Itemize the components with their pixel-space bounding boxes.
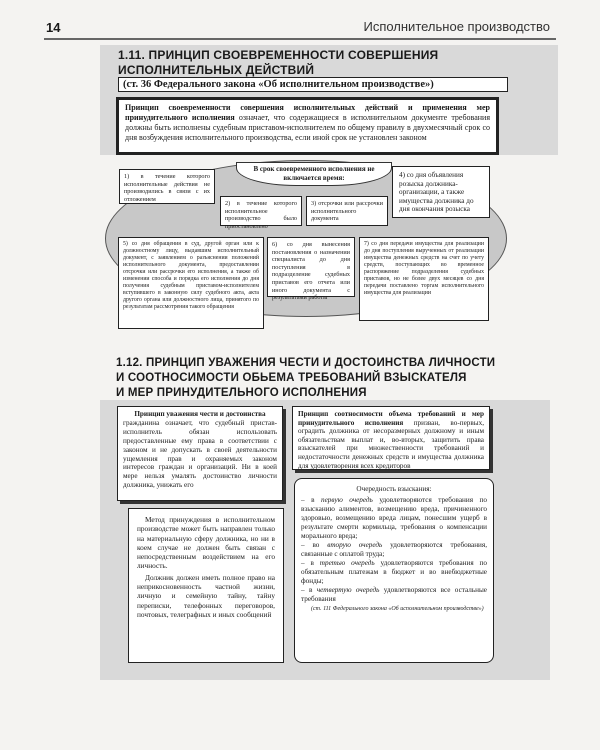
item-5: 5) со дня обращения в суд, другой орган или к должностному лицу, выдавшим исполнительный документ, с заявлением о разъяснении положений исполнительного документа, предоставлении отсрочки или рассрочки его исполнения, а также об изменении способа и порядка его исполнения до дня получения судебным приставом-исполнителем вступившего в законную силу судебного акта, акта другого органа или должностного лица, принятого по результатам рассмотрения такого обращения — [118, 237, 264, 329]
honor-principle-box — [117, 406, 283, 501]
collection-order-source: (ст. 111 Федерального закона «Об исполнительном производстве») — [311, 606, 484, 612]
proportionality-principle-text: призван, во-первых, оградить должника от несоразмерных должному и иным обязательствам выплат и, во-вторых, защитить права взыскателей при множественности требований и недостаточности денежных средств и имущества должника для удовлетворения всех кредиторов — [298, 418, 484, 470]
order-item-4-post: удовлетворяются все остальные требования — [301, 586, 487, 603]
section2-title-line2: И СООТНОСИМОСТИ ОБЬЕМА ТРЕБОВАНИЙ ВЗЫСКАТЕЛЯ — [116, 372, 467, 384]
running-title: Исполнительное производство — [363, 19, 550, 34]
coercion-method-p1: Метод принуждения в исполнительном производстве может быть направлен только на материальную сферу должника, но ни в коем случае не должен быть связан с непосредственным воздействием на его личность. — [137, 515, 275, 571]
proportionality-principle-header: Принцип соотносимости объема требований и мер принудительного исполнения — [298, 410, 484, 427]
order-item-2-pre: – во — [301, 541, 328, 549]
coercion-method-p2: Должник должен иметь полное право на неприкосновенность частной жизни, личную и семейную тайну, тайну переписки, телефонных переговоров, почтовых, телеграфных и иных сообщений — [137, 572, 275, 619]
collection-order-box — [294, 478, 494, 663]
diagram-banner: В срок своевременного исполнения не включается время: — [236, 162, 392, 186]
header-rule — [44, 38, 556, 40]
section2-title-line3: И МЕР ПРИНУДИТЕЛЬНОГО ИСПОЛНЕНИЯ — [116, 387, 367, 399]
order-item-3-pre: – в — [301, 559, 320, 567]
section1-title — [118, 48, 538, 78]
order-item-3-em: третью очередь — [319, 559, 375, 567]
item-2: 2) в течение которого исполнительное производство было приостановлено — [220, 196, 302, 226]
section1-title-line2: ИСПОЛНИТЕЛЬНЫХ ДЕЙСТВИЙ — [118, 63, 315, 77]
section2-title-line1: 1.12. ПРИНЦИП УВАЖЕНИЯ ЧЕСТИ И ДОСТОИНСТВА ЛИЧНОСТИ — [116, 357, 496, 369]
item-7: 7) со дня передачи имущества для реализации до дня поступления вырученных от реализации имущества денежных средств на счет по учету средств, поступающих во временное распоряжение подразделения судебных приставов, но не более двух месяцев со дня передачи поставлено торгам исполнительного имущества для реализации — [359, 237, 489, 321]
coercion-method-box — [128, 508, 284, 663]
order-item-3 — [301, 559, 487, 586]
item-1: 1) в течение которого исполнительные действия не производились в связи с их отложением — [119, 169, 215, 204]
lead-bold: Принцип своевременности совершения исполнительных действий и применения мер принудительного исполнения — [125, 103, 490, 122]
item-4: 4) со дня объявления розыска должника-организации, а также имущества должника до дня окончания розыска — [392, 166, 490, 218]
section1-subtitle: (ст. 36 Федерального закона «Об исполнительном производстве») — [118, 77, 508, 92]
proportionality-principle-box — [292, 406, 490, 470]
order-item-1-em: первую очередь — [321, 496, 373, 504]
lead-rest: означает, что содержащиеся в исполнительном документе требования должны быть исполнены судебным приставом-исполнителем по общему правилу в двухмесячный срок со дня возбуждения исполнительного производства, если иной срок не установлен законом — [125, 113, 491, 142]
order-item-4-em: четвертую очередь — [316, 586, 380, 594]
order-item-1-pre: – в — [301, 496, 322, 504]
order-item-4 — [301, 586, 487, 604]
order-item-1 — [301, 496, 487, 541]
order-item-2-post: удовлетворяются требования, связанные с оплатой труда; — [301, 541, 487, 558]
section1-title-line1: 1.11. ПРИНЦИП СВОЕВРЕМЕННОСТИ СОВЕРШЕНИЯ — [118, 48, 439, 62]
order-item-2 — [301, 541, 487, 559]
honor-principle-text: гражданина означает, что судебный пристав-исполнитель обязан использовать предоставленные ему права в соответствии с законом и не допускать в своей деятельности ущемления прав и охраняемых законом интересов граждан и организаций. Ни в коей мере нельзя умалять достоинство личности должника, унижать его — [123, 418, 277, 490]
item-6: 6) со дня вынесения постановления о назначении специалиста до дня поступления в подразделение судебных приставов его отчета или иного документа с результатами работы — [267, 237, 355, 297]
order-item-3-post: удовлетворяются требования по обязательным платежам в бюджет и во внебюджетные фонды; — [301, 559, 487, 585]
honor-principle-header: Принцип уважения чести и достоинства — [134, 410, 266, 418]
order-item-1-post: удовлетворяются требования по взысканию алиментов, возмещению вреда, причиненного здоровью, возмещению вреда лицам, понесшим ущерб в результате смерти кормильца, требования о компенсации морального вреда; — [301, 496, 487, 540]
section2-title — [116, 356, 556, 401]
order-item-4-pre: – в — [301, 586, 317, 594]
collection-order-title: Очередность взыскания: — [356, 485, 432, 493]
page-number: 14 — [46, 20, 61, 35]
item-3: 3) отсрочки или рассрочки исполнительного документа — [306, 196, 388, 226]
section1-lead-box — [116, 97, 499, 155]
order-item-2-em: вторую очередь — [327, 541, 383, 549]
